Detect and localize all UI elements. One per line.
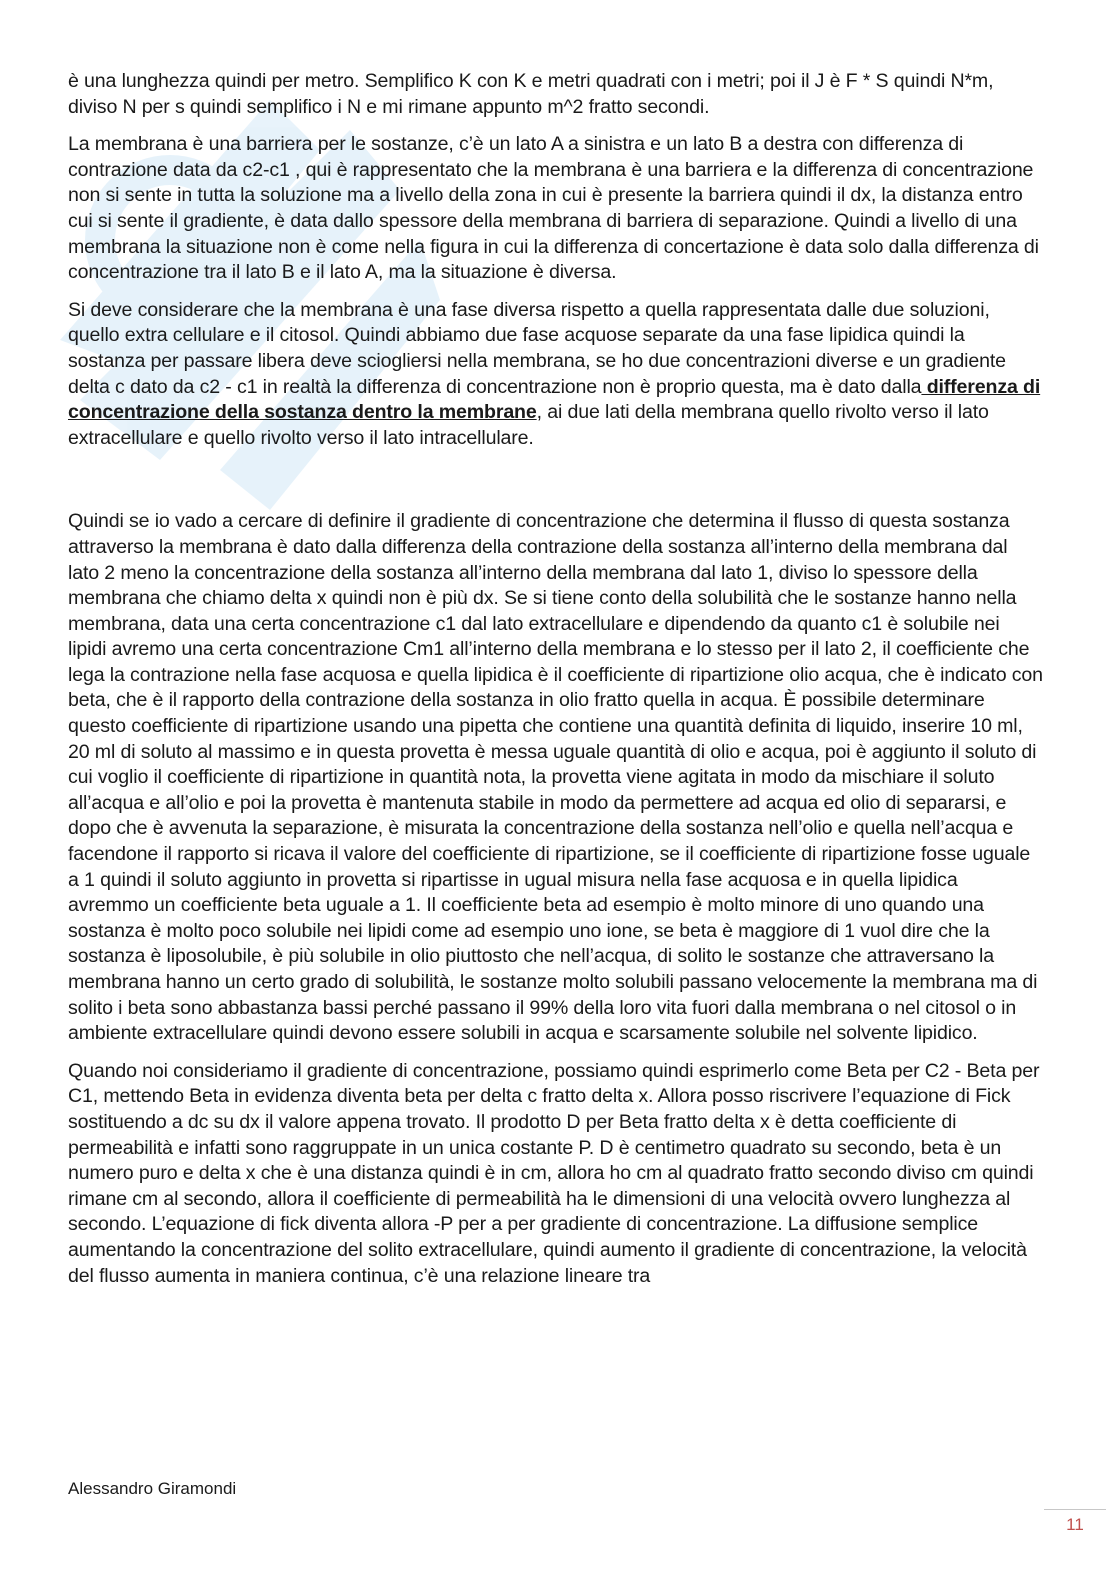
footer-author: Alessandro Giramondi (68, 1479, 237, 1498)
paragraph-3 (68, 298, 1043, 452)
paragraph-5: Quando noi consideriamo il gradiente di concentrazione, possiamo quindi esprimerlo come Beta per C2 - Beta per C1, mettendo Beta in evidenza diventa beta per delta c fratto delta x. Allora posso riscrivere l’equazione di Fick sostituendo a dc su dx il valore appena trovato. Il prodotto D per Beta fratto delta x è detta coefficiente di permeabilità e infatti sono raggruppate in un unica costante P. D è centimetro quadrato su secondo, beta è un numero puro e delta x che è una distanza quindi è in cm, allora ho cm al quadrato fratto secondo diviso cm quindi rimane cm al secondo, allora il coefficiente di permeabilità ha le dimensioni di una velocità ovvero lunghezza al secondo. L’equazione di fick diventa allora -P per a per gradiente di concentrazione. La diffusione semplice aumentando la concentrazione del solito extracellulare, quindi aumento il gradiente di concentrazione, la velocità del flusso aumenta in maniera continua, c’è una relazione lineare tra (68, 1059, 1040, 1287)
paragraph-4: Quindi se io vado a cercare di definire il gradiente di concentrazione che determina il flusso di questa sostanza attraverso la membrana è dato dalla differenza della contrazione della sostanza all’interno della membrana dal lato 2 meno la concentrazione della sostanza all’interno della membrana dal lato 1, diviso lo spessore della membrana che chiamo delta x quindi non è più dx. Se si tiene conto della solubilità che le sostanze hanno nella membrana, data una certa concentrazione c1 dal lato extracellulare e dipendendo da quanto c1 è solubile nei lipidi avremo una certa concentrazione Cm1 all’interno della membrana e lo stesso per il lato 2, il coefficiente che lega la contrazione nella fase acquosa e quella lipidica è il coefficiente di ripartizione olio acqua, che è indicato con beta, che è il rapporto della contrazione della sostanza in olio fratto quella in acqua. È possibile determinare questo coefficiente di ripartizione usando una pipetta che contiene una quantità definita di liquido, inserire 10 ml, 20 ml di soluto al massimo e in questa provetta è messa uguale quantità di olio e acqua, poi è aggiunto il soluto di cui voglio il coefficiente di ripartizione in quantità nota, la provetta viene agitata in modo da mischiare il soluto all’acqua e all’olio e poi la provetta è mantenuta stabile in modo da permettere ad acqua ed olio di separarsi, e dopo che è avvenuta la separazione, è misurata la concentrazione della sostanza nell’olio e quella nell’acqua e facendone il rapporto si ricava il valore del coefficiente di ripartizione, se il coefficiente di ripartizione fosse uguale a 1 quindi il soluto aggiunto in provetta si ripartisse in ugual misura nella fase acquosa e in quella lipidica avremmo un coefficiente beta uguale a 1. Il coefficiente beta ad esempio è molto minore di uno quando una sostanza è molto poco solubile nei lipidi come ad esempio uno ione, se beta è maggiore di 1 vuol dire che la sostanza è liposolubile, è più solubile in olio piuttosto che nell’acqua, di solito le sostanze che attraversano la membrana hanno un certo grado di solubilità, le sostanze molto solubili passano velocemente la membrana ma di solito i beta sono abbastanza bassi perché passano il 99% della loro vita fuori dalla membrana o nel citosol o in ambiente extracellulare quindi devono essere solubili in acqua e scarsamente solubile nel solvente lipidico. (68, 510, 1043, 1045)
page-number: 11 (1066, 1515, 1084, 1534)
paragraph-1: è una lunghezza quindi per metro. Semplifico K con K e metri quadrati con i metri; poi il J è F * S quindi N*m, diviso N per s quindi semplifico i N e mi rimane appunto m^2 fratto secondi. (68, 70, 994, 118)
paragraph-2: La membrana è una barriera per le sostanze, c’è un lato A a sinistra e un lato B a destra con differenza di contrazione data da c2-c1 , qui è rappresentato che la membrana è una barriera e la differenza di concentrazione non si sente in tutta la soluzione ma a livello della zona in cui è presente la barriera quindi il dx, la distanza entro cui si sente il gradiente, è data dallo spessore della membrana di barriera di separazione. Quindi a livello di una membrana la situazione non è come nella figura in cui la differenza di concertazione è data solo dalla differenza di concentrazione tra il lato B e il lato A, ma la situazione è diversa. (68, 133, 1039, 284)
footer-divider (1044, 1509, 1106, 1510)
document-body (68, 69, 1043, 1301)
paragraph-3-text-end: , ai due lati della membrana quello rivolto verso il lato extracellulare e quello rivolto verso il lato intracellulare. (68, 401, 989, 449)
paragraph-3-text: Si deve considerare che la membrana è una fase diversa rispetto a quella rappresentata dalle due soluzioni, quello extra cellulare e il citosol. Quindi abbiamo due fase acquose separate da una fase lipidica quindi la sostanza per passare libera deve sciogliersi nella membrana, se ho due concentrazioni diverse e un gradiente delta c dato da c2 - c1 in realtà la differenza di concentrazione non è proprio questa, ma è dato dalla (68, 298, 1006, 398)
paragraph-3-emphasis: differenza di concentrazione della sostanza dentro la membrane (68, 375, 1041, 424)
